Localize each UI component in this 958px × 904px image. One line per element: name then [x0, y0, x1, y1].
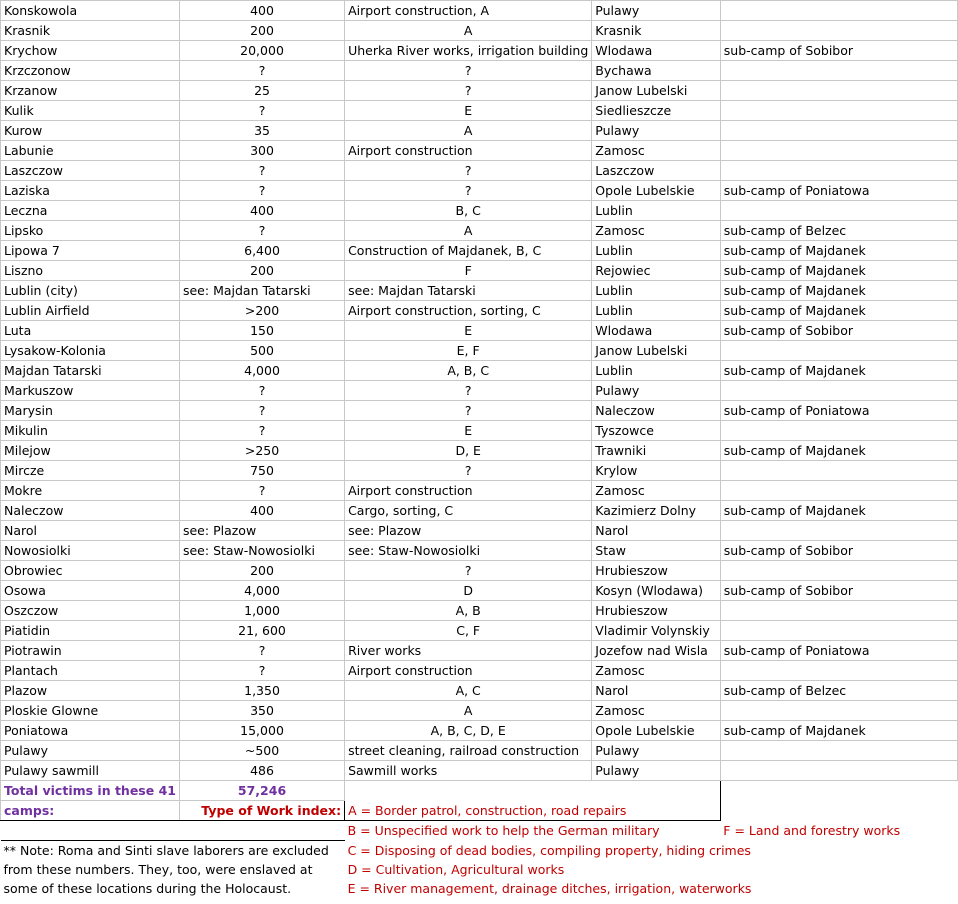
camp-name-cell: Pulawy sawmill — [1, 761, 180, 781]
location-cell: Lublin — [592, 361, 721, 381]
camp-name-cell: Ploskie Glowne — [1, 701, 180, 721]
table-row — [1, 681, 958, 701]
victims-cell: 400 — [179, 1, 344, 21]
victims-cell: ? — [179, 181, 344, 201]
work-type-cell: see: Plazow — [345, 521, 592, 541]
note-cell — [720, 601, 957, 621]
victims-cell: 6,400 — [179, 241, 344, 261]
victims-cell: see: Majdan Tatarski — [179, 281, 344, 301]
victims-cell: 4,000 — [179, 581, 344, 601]
note-cell: sub-camp of Majdanek — [720, 281, 957, 301]
victims-cell: 25 — [179, 81, 344, 101]
work-type-cell: street cleaning, railroad construction — [345, 741, 592, 761]
work-type-cell: F — [345, 261, 592, 281]
note-cell — [720, 701, 957, 721]
location-cell: Pulawy — [592, 381, 721, 401]
victims-cell: 200 — [179, 21, 344, 41]
table-row — [1, 321, 958, 341]
note-cell: sub-camp of Majdanek — [720, 361, 957, 381]
camp-name-cell: Mircze — [1, 461, 180, 481]
index-row-e — [1, 879, 958, 898]
note-cell — [720, 161, 957, 181]
table-row — [1, 521, 958, 541]
location-cell: Zamosc — [592, 221, 721, 241]
work-type-cell: ? — [345, 561, 592, 581]
note-cell: sub-camp of Poniatowa — [720, 641, 957, 661]
location-cell: Lublin — [592, 281, 721, 301]
note-cell — [720, 561, 957, 581]
location-cell: Vladimir Volynskiy — [592, 621, 721, 641]
camp-name-cell: Labunie — [1, 141, 180, 161]
location-cell: Jozefow nad Wisla — [592, 641, 721, 661]
victims-cell: 150 — [179, 321, 344, 341]
note-cell: sub-camp of Majdanek — [720, 441, 957, 461]
location-cell: Zamosc — [592, 661, 721, 681]
location-cell: Wlodawa — [592, 41, 721, 61]
work-type-cell: Cargo, sorting, C — [345, 501, 592, 521]
location-cell: Siedlieszcze — [592, 101, 721, 121]
victims-cell: ? — [179, 221, 344, 241]
location-cell: Hrubieszow — [592, 601, 721, 621]
total-value: 57,246 — [179, 781, 344, 801]
table-row — [1, 61, 958, 81]
work-type-cell: E — [345, 321, 592, 341]
note-cell — [720, 381, 957, 401]
table-row — [1, 301, 958, 321]
location-cell: Lublin — [592, 241, 721, 261]
location-cell: Tyszowce — [592, 421, 721, 441]
victims-cell: 350 — [179, 701, 344, 721]
table-row — [1, 221, 958, 241]
work-type-cell: A — [345, 701, 592, 721]
work-type-cell: Airport construction — [345, 141, 592, 161]
work-type-cell: Airport construction — [345, 481, 592, 501]
work-type-cell: A — [345, 21, 592, 41]
table-row — [1, 641, 958, 661]
index-row-a — [1, 801, 958, 821]
victims-cell: 750 — [179, 461, 344, 481]
work-type-cell: A, B, C — [345, 361, 592, 381]
victims-cell: 400 — [179, 201, 344, 221]
note-cell — [720, 481, 957, 501]
table-row — [1, 741, 958, 761]
table-row — [1, 761, 958, 781]
victims-cell: 300 — [179, 141, 344, 161]
index-row-c — [1, 841, 958, 861]
note-cell: sub-camp of Majdanek — [720, 301, 957, 321]
work-type-cell: ? — [345, 461, 592, 481]
note-cell: sub-camp of Majdanek — [720, 241, 957, 261]
note-cell — [720, 661, 957, 681]
table-row — [1, 721, 958, 741]
table-row — [1, 141, 958, 161]
table-row — [1, 601, 958, 621]
work-index-b: B = Unspecified work to help the German military — [347, 823, 660, 839]
footnote-line1: ** Note: Roma and Sinti slave laborers are excluded — [1, 841, 345, 861]
note-cell — [720, 461, 957, 481]
camp-name-cell: Kulik — [1, 101, 180, 121]
camp-name-cell: Osowa — [1, 581, 180, 601]
work-type-cell: Airport construction — [345, 661, 592, 681]
index-row-d — [1, 860, 958, 879]
work-index-e: E = River management, drainage ditches, irrigation, waterworks — [347, 881, 752, 896]
camp-name-cell: Narol — [1, 521, 180, 541]
victims-cell: ? — [179, 661, 344, 681]
camp-name-cell: Naleczow — [1, 501, 180, 521]
location-cell: Rejowiec — [592, 261, 721, 281]
work-type-cell: E — [345, 101, 592, 121]
note-cell — [720, 141, 957, 161]
total-label-line1: Total victims in these 41 — [1, 781, 180, 801]
note-cell: sub-camp of Majdanek — [720, 261, 957, 281]
camp-name-cell: Milejow — [1, 441, 180, 461]
location-cell: Zamosc — [592, 141, 721, 161]
work-type-cell: Uherka River works, irrigation building — [345, 41, 592, 61]
note-cell: sub-camp of Belzec — [720, 681, 957, 701]
work-type-cell: ? — [345, 161, 592, 181]
location-cell: Pulawy — [592, 121, 721, 141]
camp-name-cell: Marysin — [1, 401, 180, 421]
location-cell: Opole Lubelskie — [592, 721, 721, 741]
work-type-cell: ? — [345, 381, 592, 401]
victims-cell: 486 — [179, 761, 344, 781]
table-row — [1, 161, 958, 181]
note-cell — [720, 621, 957, 641]
work-type-cell: A — [345, 121, 592, 141]
camp-name-cell: Konskowola — [1, 1, 180, 21]
table-row — [1, 561, 958, 581]
note-cell — [720, 341, 957, 361]
note-cell — [720, 21, 957, 41]
victims-cell: ? — [179, 381, 344, 401]
location-cell: Krasnik — [592, 21, 721, 41]
victims-cell: 15,000 — [179, 721, 344, 741]
note-cell: sub-camp of Sobibor — [720, 41, 957, 61]
table-row — [1, 21, 958, 41]
camp-name-cell: Lublin (city) — [1, 281, 180, 301]
victims-cell: ? — [179, 401, 344, 421]
victims-cell: ? — [179, 101, 344, 121]
note-cell — [720, 521, 957, 541]
note-cell: sub-camp of Sobibor — [720, 581, 957, 601]
camp-name-cell: Lipsko — [1, 221, 180, 241]
work-type-cell: A, B, C, D, E — [345, 721, 592, 741]
work-type-cell: ? — [345, 81, 592, 101]
camp-name-cell: Mikulin — [1, 421, 180, 441]
note-cell — [720, 81, 957, 101]
camp-name-cell: Krasnik — [1, 21, 180, 41]
victims-cell: ? — [179, 421, 344, 441]
work-index-d: D = Cultivation, Agricultural works — [347, 862, 565, 877]
index-row-b — [1, 821, 958, 841]
note-cell — [720, 741, 957, 761]
camp-name-cell: Plantach — [1, 661, 180, 681]
location-cell: Bychawa — [592, 61, 721, 81]
table-row — [1, 181, 958, 201]
camp-name-cell: Piatidin — [1, 621, 180, 641]
work-index-f: F = Land and forestry works — [723, 823, 901, 838]
victims-cell: ? — [179, 161, 344, 181]
camp-name-cell: Markuszow — [1, 381, 180, 401]
victims-cell: ~500 — [179, 741, 344, 761]
note-cell: sub-camp of Sobibor — [720, 541, 957, 561]
location-cell: Trawniki — [592, 441, 721, 461]
note-cell: sub-camp of Poniatowa — [720, 181, 957, 201]
victims-cell: 200 — [179, 561, 344, 581]
camp-name-cell: Leczna — [1, 201, 180, 221]
table-row — [1, 361, 958, 381]
work-type-cell: D — [345, 581, 592, 601]
work-type-cell: ? — [345, 401, 592, 421]
victims-cell: >250 — [179, 441, 344, 461]
work-type-cell: C, F — [345, 621, 592, 641]
work-type-cell: Airport construction, sorting, C — [345, 301, 592, 321]
table-row — [1, 701, 958, 721]
work-type-cell: River works — [345, 641, 592, 661]
victims-cell: ? — [179, 61, 344, 81]
victims-cell: 4,000 — [179, 361, 344, 381]
camp-name-cell: Luta — [1, 321, 180, 341]
victims-cell: 1,350 — [179, 681, 344, 701]
location-cell: Kosyn (Wlodawa) — [592, 581, 721, 601]
location-cell: Pulawy — [592, 741, 721, 761]
work-index-label: Type of Work index: — [179, 801, 344, 821]
location-cell: Narol — [592, 681, 721, 701]
table-row — [1, 481, 958, 501]
table-row — [1, 501, 958, 521]
work-type-cell: Sawmill works — [345, 761, 592, 781]
camps-table-body — [1, 1, 958, 781]
table-row — [1, 401, 958, 421]
location-cell: Wlodawa — [592, 321, 721, 341]
camp-name-cell: Poniatowa — [1, 721, 180, 741]
camp-name-cell: Plazow — [1, 681, 180, 701]
victims-cell: 200 — [179, 261, 344, 281]
work-type-cell: E — [345, 421, 592, 441]
camp-name-cell: Majdan Tatarski — [1, 361, 180, 381]
victims-cell: ? — [179, 641, 344, 661]
summary-section — [1, 781, 958, 899]
table-row — [1, 281, 958, 301]
note-cell: sub-camp of Majdanek — [720, 721, 957, 741]
note-cell: sub-camp of Sobibor — [720, 321, 957, 341]
victims-cell: see: Plazow — [179, 521, 344, 541]
camp-name-cell: Krzanow — [1, 81, 180, 101]
work-type-cell: Construction of Majdanek, B, C — [345, 241, 592, 261]
table-row — [1, 621, 958, 641]
victims-cell: 500 — [179, 341, 344, 361]
location-cell: Zamosc — [592, 701, 721, 721]
table-row — [1, 441, 958, 461]
camp-name-cell: Lublin Airfield — [1, 301, 180, 321]
table-row — [1, 41, 958, 61]
location-cell: Pulawy — [592, 1, 721, 21]
location-cell: Naleczow — [592, 401, 721, 421]
table-row — [1, 461, 958, 481]
camp-name-cell: Oszczow — [1, 601, 180, 621]
table-row — [1, 201, 958, 221]
table-row — [1, 341, 958, 361]
work-type-cell: D, E — [345, 441, 592, 461]
camp-name-cell: Nowosiolki — [1, 541, 180, 561]
note-cell: sub-camp of Majdanek — [720, 501, 957, 521]
victims-cell: 400 — [179, 501, 344, 521]
work-type-cell: A — [345, 221, 592, 241]
victims-cell: ? — [179, 481, 344, 501]
location-cell: Pulawy — [592, 761, 721, 781]
table-row — [1, 421, 958, 441]
footnote-line2: from these numbers. They, too, were enslaved at — [3, 862, 313, 877]
work-type-cell: B, C — [345, 201, 592, 221]
note-cell: sub-camp of Belzec — [720, 221, 957, 241]
work-type-cell: ? — [345, 181, 592, 201]
table-row — [1, 661, 958, 681]
camp-name-cell: Liszno — [1, 261, 180, 281]
victims-cell: >200 — [179, 301, 344, 321]
total-label-line2: camps: — [1, 801, 180, 821]
location-cell: Hrubieszow — [592, 561, 721, 581]
note-cell — [720, 121, 957, 141]
work-type-cell: A, B — [345, 601, 592, 621]
work-type-cell: Airport construction, A — [345, 1, 592, 21]
camp-name-cell: Obrowiec — [1, 561, 180, 581]
work-type-cell: A, C — [345, 681, 592, 701]
note-cell — [720, 1, 957, 21]
table-row — [1, 381, 958, 401]
note-cell — [720, 101, 957, 121]
victims-cell: 1,000 — [179, 601, 344, 621]
note-cell — [720, 421, 957, 441]
work-type-cell: E, F — [345, 341, 592, 361]
note-cell — [720, 761, 957, 781]
camp-name-cell: Lipowa 7 — [1, 241, 180, 261]
camp-name-cell: Mokre — [1, 481, 180, 501]
location-cell: Laszczow — [592, 161, 721, 181]
camp-name-cell: Lysakow-Kolonia — [1, 341, 180, 361]
camp-name-cell: Pulawy — [1, 741, 180, 761]
table-row — [1, 101, 958, 121]
victims-cell: 35 — [179, 121, 344, 141]
location-cell: Zamosc — [592, 481, 721, 501]
location-cell: Staw — [592, 541, 721, 561]
note-cell: sub-camp of Poniatowa — [720, 401, 957, 421]
location-cell: Lublin — [592, 301, 721, 321]
table-row — [1, 581, 958, 601]
work-type-cell: ? — [345, 61, 592, 81]
table-row — [1, 1, 958, 21]
victims-cell: 20,000 — [179, 41, 344, 61]
note-cell — [720, 61, 957, 81]
table-row — [1, 121, 958, 141]
work-type-cell: see: Majdan Tatarski — [345, 281, 592, 301]
camp-name-cell: Krzczonow — [1, 61, 180, 81]
location-cell: Lublin — [592, 201, 721, 221]
table-row — [1, 261, 958, 281]
work-index-a: A = Border patrol, construction, road repairs — [345, 801, 721, 821]
location-cell: Janow Lubelski — [592, 341, 721, 361]
location-cell: Janow Lubelski — [592, 81, 721, 101]
camp-name-cell: Laszczow — [1, 161, 180, 181]
victims-cell: see: Staw-Nowosiolki — [179, 541, 344, 561]
table-row — [1, 81, 958, 101]
work-index-c: C = Disposing of dead bodies, compiling property, hiding crimes — [347, 842, 751, 858]
footnote-line3: some of these locations during the Holocaust. — [3, 881, 292, 896]
camp-name-cell: Krychow — [1, 41, 180, 61]
table-row — [1, 241, 958, 261]
camp-name-cell: Piotrawin — [1, 641, 180, 661]
victims-cell: 21, 600 — [179, 621, 344, 641]
camp-name-cell: Kurow — [1, 121, 180, 141]
camp-name-cell: Laziska — [1, 181, 180, 201]
location-cell: Krylow — [592, 461, 721, 481]
location-cell: Narol — [592, 521, 721, 541]
location-cell: Kazimierz Dolny — [592, 501, 721, 521]
table-row — [1, 541, 958, 561]
total-row — [1, 781, 958, 801]
location-cell: Opole Lubelskie — [592, 181, 721, 201]
work-type-cell: see: Staw-Nowosiolki — [345, 541, 592, 561]
note-cell — [720, 201, 957, 221]
